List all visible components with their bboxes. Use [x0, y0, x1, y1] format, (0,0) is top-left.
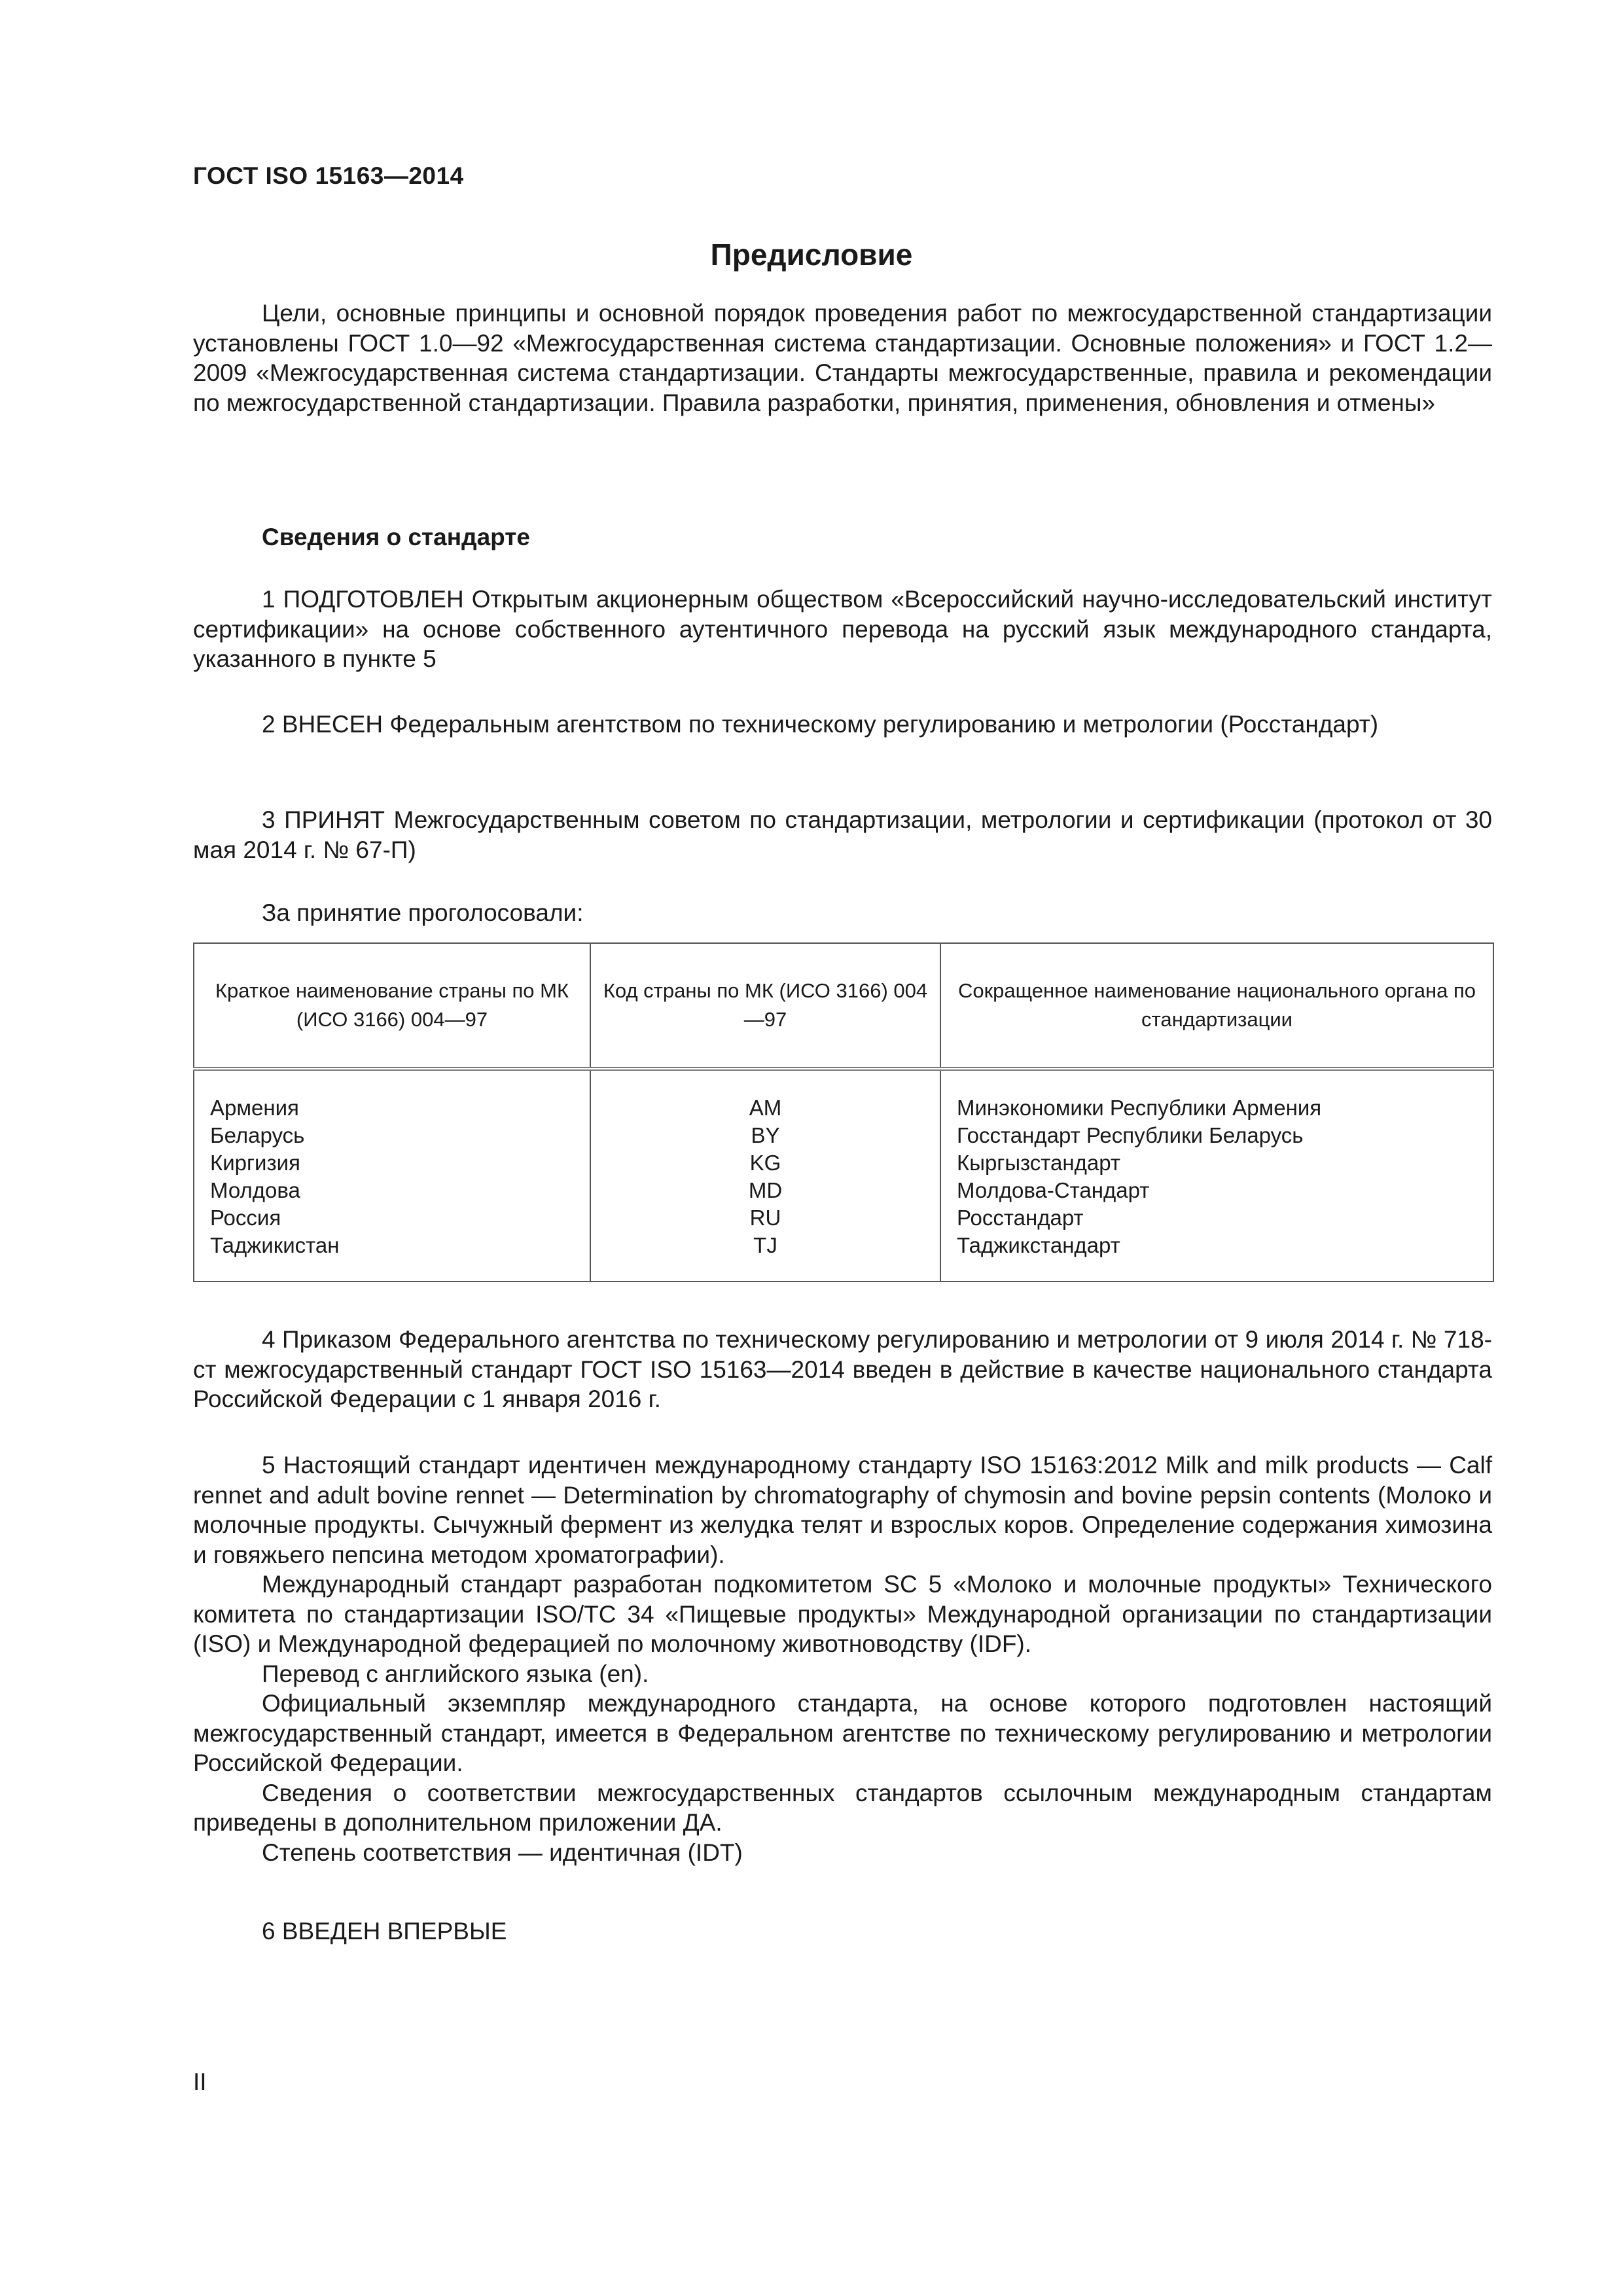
table-row [194, 1069, 1493, 1282]
item-1-block [193, 584, 1492, 674]
body-cell: Госстандарт Республики Беларусь [957, 1123, 1304, 1147]
item-6: 6 ВВЕДЕН ВПЕРВЫЕ [262, 1918, 507, 1945]
header-country-name: Краткое наименование страны по МК (ИСО 3166) 004—97 [194, 943, 590, 1069]
item-2: 2 ВНЕСЕН Федеральным агентством по техническому регулированию и метрологии (Росстандарт) [262, 711, 1379, 738]
item-5-paragraph: Международный стандарт разработан подкомитетом SC 5 «Молоко и молочные продукты» Технического комитета по стандартизации ISO/TC 34 «Пищевые продукты» Международной организации по стандартизации (ISO) и Международной федерацией по молочному животноводству (IDF). [193, 1571, 1492, 1657]
country-cell: Беларусь [210, 1123, 305, 1147]
item-5-block [193, 1450, 1492, 1867]
code-cell: BY [751, 1123, 780, 1147]
country-cell: Армения [210, 1096, 299, 1120]
vote-intro: За принятие проголосовали: [262, 899, 584, 926]
section-heading: Сведения о стандарте [262, 524, 530, 550]
code-cell: MD [748, 1178, 783, 1202]
body-cell: Росстандарт [957, 1206, 1084, 1230]
body-cell: Минэкономики Республики Армения [957, 1096, 1322, 1120]
body-cell: Таджикстандарт [957, 1233, 1120, 1257]
item-1: 1 ПОДГОТОВЛЕН Открытым акционерным обществом «Всероссийский научно-исследовательский институт сертификации» на основе собственного аутентичного перевода на русский язык международного стандарта, указанного в пункте 5 [193, 586, 1492, 672]
body-cell: Молдова-Стандарт [957, 1178, 1150, 1202]
page-title: Предисловие [710, 238, 913, 272]
item-5-paragraph: Перевод с английского языка (en). [262, 1660, 649, 1687]
country-cell: Киргизия [210, 1151, 300, 1175]
foreword-paragraph-block [193, 298, 1492, 418]
item-5-paragraph: Степень соответствия — идентичная (IDT) [262, 1839, 743, 1866]
item-2-block [193, 709, 1492, 740]
country-cell: Таджикистан [210, 1233, 340, 1257]
item-3-block [193, 805, 1492, 865]
voting-table [193, 942, 1494, 1282]
table-header-row [194, 943, 1493, 1069]
code-column [590, 1069, 940, 1282]
header-standards-body: Сокращенное наименование национального органа по стандартизации [940, 943, 1493, 1069]
body-column [940, 1069, 1493, 1282]
item-5-paragraph: Официальный экземпляр международного стандарта, на основе которого подготовлен настоящий межгосударственный стандарт, имеется в Федеральном агентстве по техническому регулированию и метрологии Российской Федерации. [193, 1690, 1492, 1776]
item-4: 4 Приказом Федерального агентства по техническому регулированию и метрологии от 9 июля 2014 г. № 718-ст межгосударственный стандарт ГОСТ ISO 15163—2014 введен в действие в качестве национального стандарта Российской Федерации с 1 января 2016 г. [193, 1326, 1492, 1412]
foreword-paragraph: Цели, основные принципы и основной порядок проведения работ по межгосударственной стандартизации установлены ГОСТ 1.0—92 «Межгосударственная система стандартизации. Основные положения» и ГОСТ 1.2—2009 «Межгосударственная система стандартизации. Стандарты межгосударственные, правила и рекомендации по межгосударственной стандартизации. Правила разработки, принятия, применения, обновления и отмены» [193, 300, 1492, 416]
code-cell: KG [749, 1151, 781, 1175]
item-5-paragraph: 5 Настоящий стандарт идентичен международному стандарту ISO 15163:2012 Milk and milk products — Calf rennet and adult bovine rennet — Determination by chromatography of chymosin and bovine pepsin contents (Молоко и молочные продукты. Сычужный фермент из желудка телят и взрослых коров. Определение содержания химозина и говяжьего пепсина методом хроматографии). [193, 1452, 1492, 1568]
header-country-code: Код страны по МК (ИСО 3166) 004—97 [590, 943, 940, 1069]
page-number: II [193, 2068, 207, 2095]
body-cell: Кыргызстандарт [957, 1151, 1120, 1175]
country-cell: Россия [210, 1206, 281, 1230]
item-3: 3 ПРИНЯТ Межгосударственным советом по стандартизации, метрологии и сертификации (протокол от 30 мая 2014 г. № 67-П) [193, 806, 1492, 863]
code-cell: AM [749, 1096, 782, 1120]
item-5-paragraph: Сведения о соответствии межгосударственных стандартов ссылочным международным стандартам приведены в дополнительном приложении ДА. [193, 1779, 1492, 1836]
code-cell: TJ [753, 1233, 777, 1257]
document-header: ГОСТ ISO 15163—2014 [193, 162, 464, 189]
item-4-block [193, 1325, 1492, 1414]
code-cell: RU [749, 1206, 781, 1230]
country-cell: Молдова [210, 1178, 300, 1202]
country-column [194, 1069, 590, 1282]
